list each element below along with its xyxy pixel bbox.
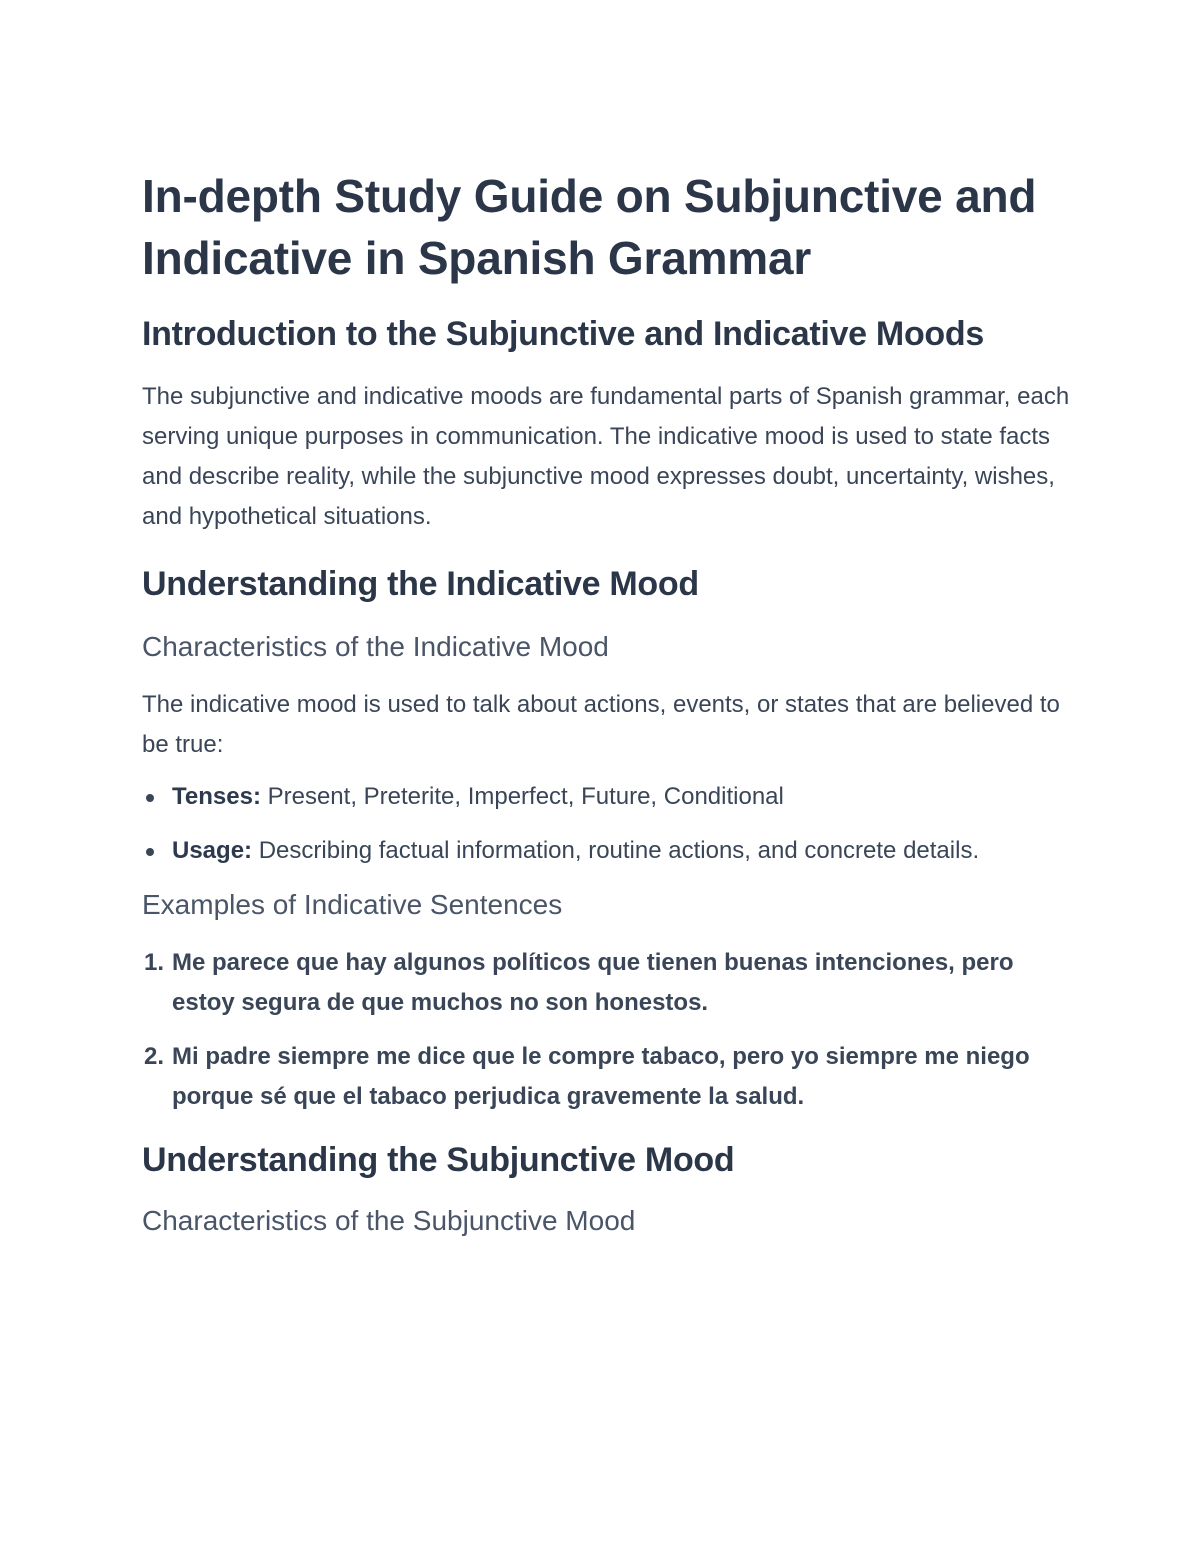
list-item: Usage: Describing factual information, routine actions, and concrete details. [142,831,1072,871]
bullet-text: Describing factual information, routine actions, and concrete details. [258,837,980,864]
indicative-characteristics-paragraph: The indicative mood is used to talk about actions, events, or states that are believed to be true: [142,691,1060,758]
example-sentence: Me parece que hay algunos políticos que tienen buenas intenciones, pero estoy segura de que muchos no son honestos. [172,949,1014,1016]
intro-paragraph: The subjunctive and indicative moods are fundamental parts of Spanish grammar, each serving unique purposes in communication. The indicative mood is used to state facts and describe reality, while the subjunctive mood expresses doubt, uncertainty, wishes, and hypothetical situations. [142,383,1070,530]
bullet-label: Usage [172,837,245,864]
subjunctive-characteristics-heading: Characteristics of the Subjunctive Mood [142,1205,636,1236]
list-number: 1. [144,949,165,976]
indicative-heading: Understanding the Indicative Mood [142,565,699,603]
list-item: Tenses: Present, Preterite, Imperfect, Future, Conditional [142,777,1072,817]
intro-heading: Introduction to the Subjunctive and Indicative Moods [142,315,984,353]
indicative-examples-heading: Examples of Indicative Sentences [142,889,563,920]
bullet-text: Present, Preterite, Imperfect, Future, Conditional [267,783,784,810]
indicative-bullet-list [142,777,1072,871]
document-title: In-depth Study Guide on Subjunctive and Indicative in Spanish Grammar [142,170,1037,284]
example-sentence: Mi padre siempre me dice que le compre tabaco, pero yo siempre me niego porque sé que el tabaco perjudica gravemente la salud. [172,1043,1030,1110]
bullet-label: Tenses [172,783,253,810]
list-number: 2. [144,1043,165,1070]
list-item [142,1037,1072,1117]
subjunctive-heading: Understanding the Subjunctive Mood [142,1141,735,1179]
document-page [142,165,1072,1241]
list-item [142,943,1072,1023]
indicative-characteristics-heading: Characteristics of the Indicative Mood [142,631,609,662]
indicative-examples-list [142,943,1072,1117]
